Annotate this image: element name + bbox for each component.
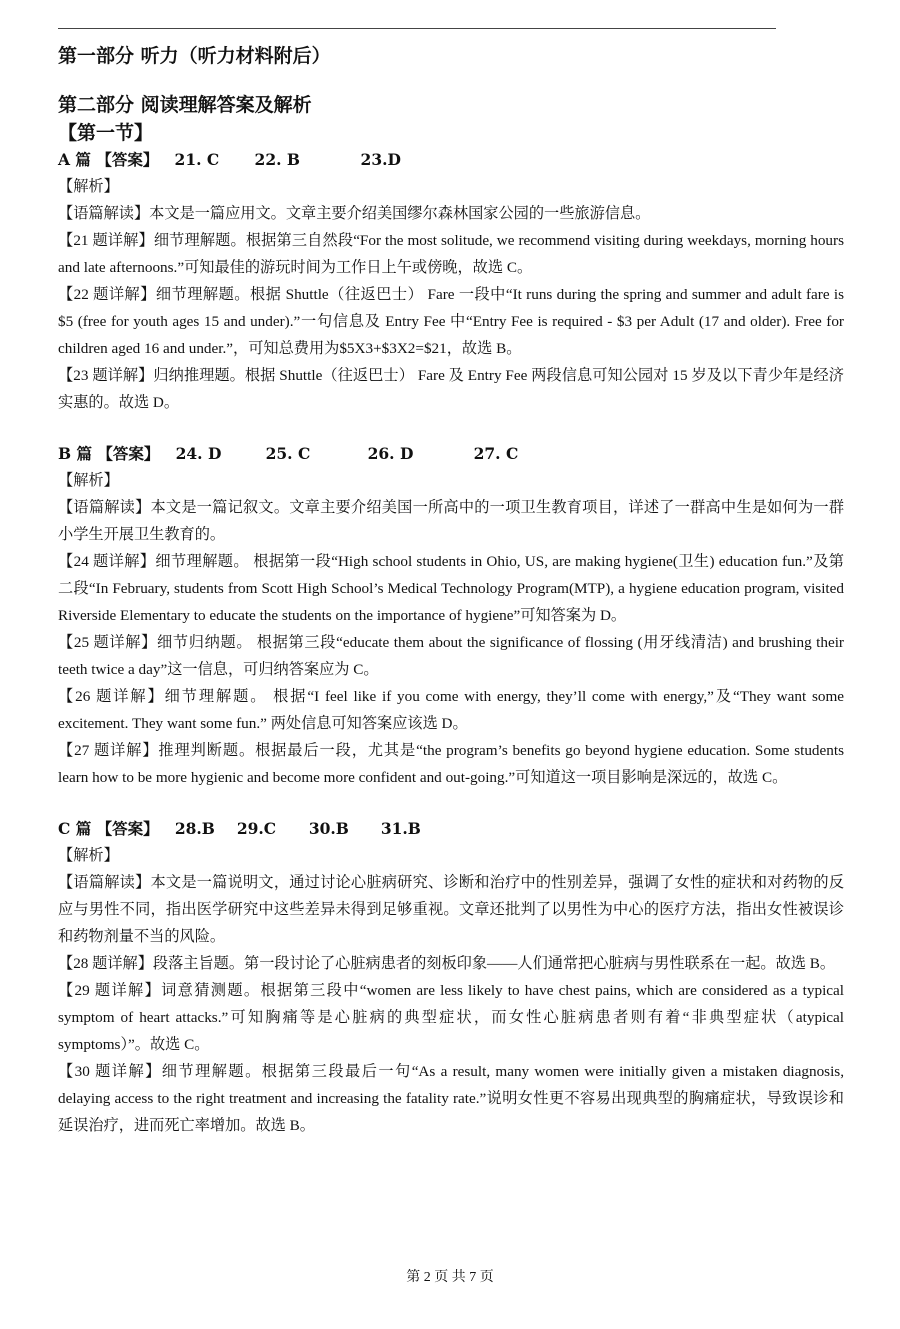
passage-a-analysis-label: 【解析】 [58,178,119,195]
passage-c-answer-line [58,815,844,842]
passage-b-summary: 【语篇解读】本文是一篇记叙文。文章主要介绍美国一所高中的一项卫生教育项目，详述了一群高中生是如何为一群小学生开展卫生教育的。 [58,499,844,543]
page-number-footer: 第 2 页 共 7 页 [406,1270,494,1285]
answer-22: 22. B [254,150,300,169]
part1-title: 第一部分 听力（听力材料附后） [58,45,331,67]
answer-24: 24. D [175,444,222,463]
question-24-detail: 【24 题详解】细节理解题。 根据第一段“High school students in Ohio, US, are making hygiene(卫生) education fun.”及第二段“In February, students from Scott High School’s Medical Technology Program(MTP), a hygiene education program, visited Riverside Elementary to educate the students on the importance of hygiene”可知答案为 D。 [58,553,844,624]
answer-26: 26. D [367,444,414,463]
passage-a-answer-line [58,146,844,173]
question-26-detail: 【26 题详解】细节理解题。 根据“I feel like if you come with energy, they’ll come with energy,”及“They want some excitement. They want some fun.” 两处信息可知答案应该选 D。 [58,688,844,732]
answer-31: 31.B [380,819,421,838]
passage-c [58,815,844,1139]
passage-c-analysis-label: 【解析】 [58,847,119,864]
passage-a-header: A 篇 【答案】 [58,150,159,169]
question-29-detail: 【29 题详解】词意猜测题。根据第三段中“women are less likely to have chest pains, which are considered as a typical symptom of heart attacks.”可知胸痛等是心脏病的典型症状，而女性心脏病患者则有着“非典型症状（atypical symptoms）”。故选 C。 [58,982,844,1053]
answer-21: 21. C [174,150,220,169]
passage-b-answer-line [58,440,844,467]
question-27-detail: 【27 题详解】推理判断题。根据最后一段，尤其是“the program’s benefits go beyond hygiene education. Some students learn how to be more hygienic and become more confident and out-going.”可知道这一项目影响是深远的，故选 C。 [58,742,844,786]
question-23-detail: 【23 题详解】归纳推理题。根据 Shuttle（往返巴士） Fare 及 Entry Fee 两段信息可知公园对 15 岁及以下青少年是经济实惠的。故选 D。 [58,367,844,411]
document-body [58,36,844,1139]
question-30-detail: 【30 题详解】细节理解题。根据第三段最后一句“As a result, many women were initially given a mistaken diagnosis, delaying access to the right treatment and increasing the fatality rate.”说明女性更不容易出现典型的胸痛症状，导致误诊和延误治疗，进而死亡率增加。故选 B。 [58,1063,844,1134]
answer-29: 29.C [236,819,277,838]
passage-b [58,440,844,791]
section1-title: 【第一节】 [58,122,154,144]
question-21-detail: 【21 题详解】细节理解题。根据第三自然段“For the most solitude, we recommend visiting during weekdays, morning hours and late afternoons.”可知最佳的游玩时间为工作日上午或傍晚，故选 C。 [58,232,844,276]
answer-23: 23.D [360,150,401,169]
passage-b-analysis-label: 【解析】 [58,472,119,489]
passage-c-summary: 【语篇解读】本文是一篇说明文，通过讨论心脏病研究、诊断和治疗中的性别差异，强调了女性的症状和对药物的反应与男性不同，指出医学研究中这些差异未得到足够重视。文章还批判了以男性为中心的医疗方法，指出女性被误诊和药物剂量不当的风险。 [58,874,844,945]
answer-27: 27. C [473,444,519,463]
answer-30: 30.B [308,819,349,838]
question-22-detail: 【22 题详解】细节理解题。根据 Shuttle（往返巴士） Fare 一段中“It runs during the spring and summer and adult fare is $5 (free for youth ages 15 and under).”一句信息及 Entry Fee 中“Entry Fee is required - $3 per Adult (17 and older). Free for children aged 16 and under.”，可知总费用为$5X3+$3X2=$21，故选 B。 [58,286,844,357]
part2-title: 第二部分 阅读理解答案及解析 [58,94,312,116]
top-rule [58,28,776,29]
passage-c-header: C 篇 【答案】 [58,819,159,838]
answer-25: 25. C [265,444,311,463]
answer-28: 28.B [174,819,215,838]
passage-a-summary: 【语篇解读】本文是一篇应用文。文章主要介绍美国缪尔森林国家公园的一些旅游信息。 [58,205,651,222]
passage-b-header: B 篇 【答案】 [58,444,160,463]
question-25-detail: 【25 题详解】细节归纳题。 根据第三段“educate them about the significance of flossing (用牙线清洁) and brushing their teeth twice a day”这一信息，可归纳答案应为 C。 [58,634,844,678]
question-28-detail: 【28 题详解】段落主旨题。第一段讨论了心脏病患者的刻板印象——人们通常把心脏病与男性联系在一起。故选 B。 [58,955,836,972]
passage-a [58,146,844,416]
